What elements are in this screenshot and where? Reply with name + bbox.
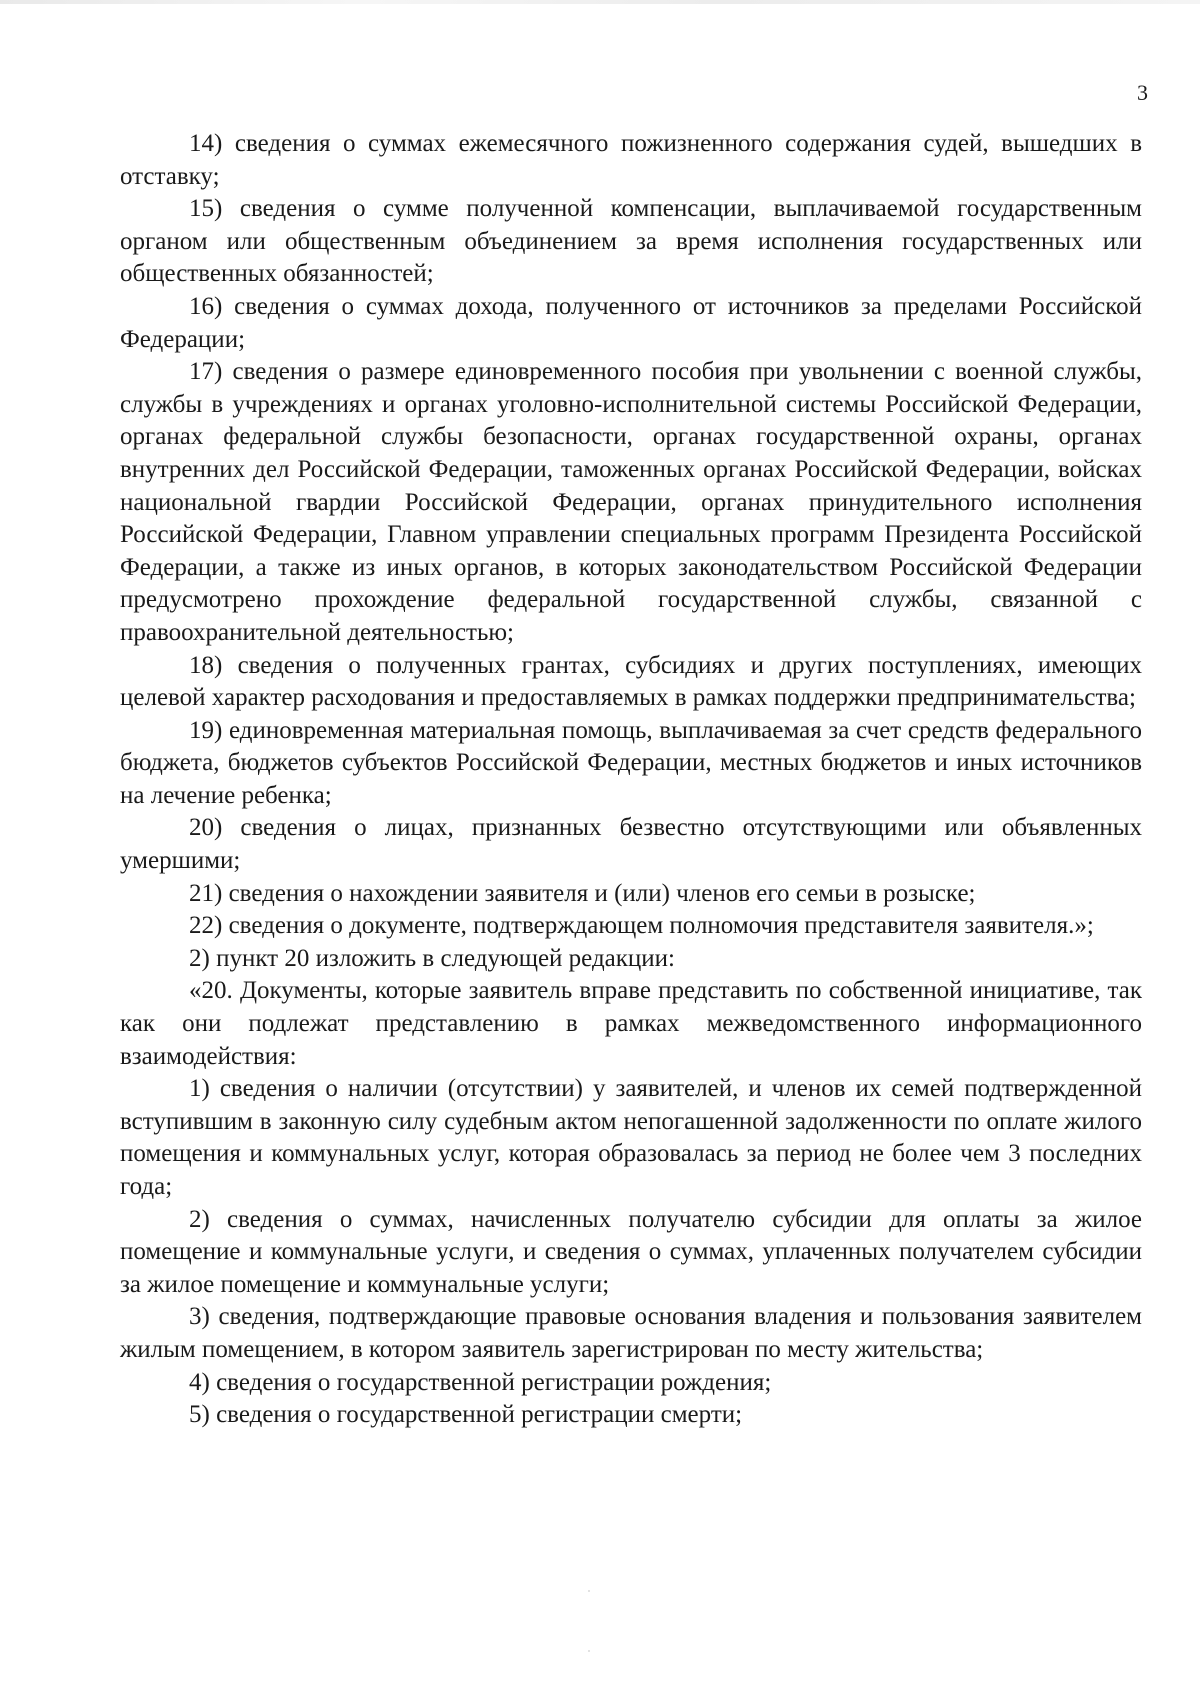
paragraph-item-22: 22) сведения о документе, подтверждающем полномочия представителя заявителя.»; <box>189 912 1094 940</box>
paragraph-item-17: 17) сведения о размере единовременного пособия при увольнении с военной службы, службы в учреждениях и органах уголовно-исполнительной системы Российской Федерации, органах федеральной службы безопасности, органах государственной охраны, органах внутренних дел Российской Федерации, таможенных органах Российской Федерации, войсках национальной гвардии Российской Федерации, органах принудительного исполнения Российской Федерации, Главном управлении специальных программ Президента Российской Федерации, а также из иных органов, в которых законодательством Российской Федерации предусмотрено прохождение федеральной государственной службы, связанной с правоохранительной деятельностью; <box>120 358 1142 646</box>
clause-20-item-1: 1) сведения о наличии (отсутствии) у заявителей, и членов их семей подтвержденной вступившим в законную силу судебным актом непогашенной задолженности по оплате жилого помещения и коммунальных услуг, которая образовалась за период не более чем 3 последних года; <box>120 1075 1142 1200</box>
clause-20-item-3: 3) сведения, подтверждающие правовые основания владения и пользования заявителем жилым помещением, в котором заявитель зарегистрирован по месту жительства; <box>120 1303 1142 1363</box>
paragraph-item-20: 20) сведения о лицах, признанных безвестно отсутствующими или объявленных умершими; <box>120 814 1142 875</box>
clause-20-item-4: 4) сведения о государственной регистрации рождения; <box>189 1368 772 1396</box>
paragraph-item-15: 15) сведения о сумме полученной компенсации, выплачиваемой государственным органом или общественным объединением за время исполнения государственных или общественных обязанностей; <box>120 195 1142 288</box>
scan-speck <box>588 1590 590 1592</box>
paragraph-item-21: 21) сведения о нахождении заявителя и (или) членов его семьи в розыске; <box>189 879 976 907</box>
page-number: 3 <box>1137 80 1148 105</box>
paragraph-item-14: 14) сведения о суммах ежемесячного пожизненного содержания судей, вышедших в отставку; <box>120 130 1142 190</box>
clause-20-heading: «20. Документы, которые заявитель вправе представить по собственной инициативе, так как они подлежат представлению в рамках межведомственного информационного взаимодействия: <box>120 977 1142 1070</box>
scan-speck <box>588 1650 590 1652</box>
clause-20-item-5: 5) сведения о государственной регистрации смерти; <box>189 1401 743 1429</box>
paragraph-item-16: 16) сведения о суммах дохода, полученного от источников за пределами Российской Федерации; <box>120 292 1142 353</box>
paragraph-item-18: 18) сведения о полученных грантах, субсидиях и других поступлениях, имеющих целевой характер расходования и предоставляемых в рамках поддержки предпринимательства; <box>120 651 1142 712</box>
amendment-point-2: 2) пункт 20 изложить в следующей редакции: <box>189 944 675 972</box>
paragraph-item-19: 19) единовременная материальная помощь, выплачиваемая за счет средств федерального бюджета, бюджетов субъектов Российской Федерации, местных бюджетов и иных источников на лечение ребенка; <box>120 716 1142 809</box>
scan-top-edge <box>0 0 1200 4</box>
clause-20-item-2: 2) сведения о суммах, начисленных получателю субсидии для оплаты за жилое помещение и коммунальные услуги, и сведения о суммах, уплаченных получателем субсидии за жилое помещение и коммунальные услуги; <box>120 1205 1142 1298</box>
document-body <box>120 128 1142 1432</box>
